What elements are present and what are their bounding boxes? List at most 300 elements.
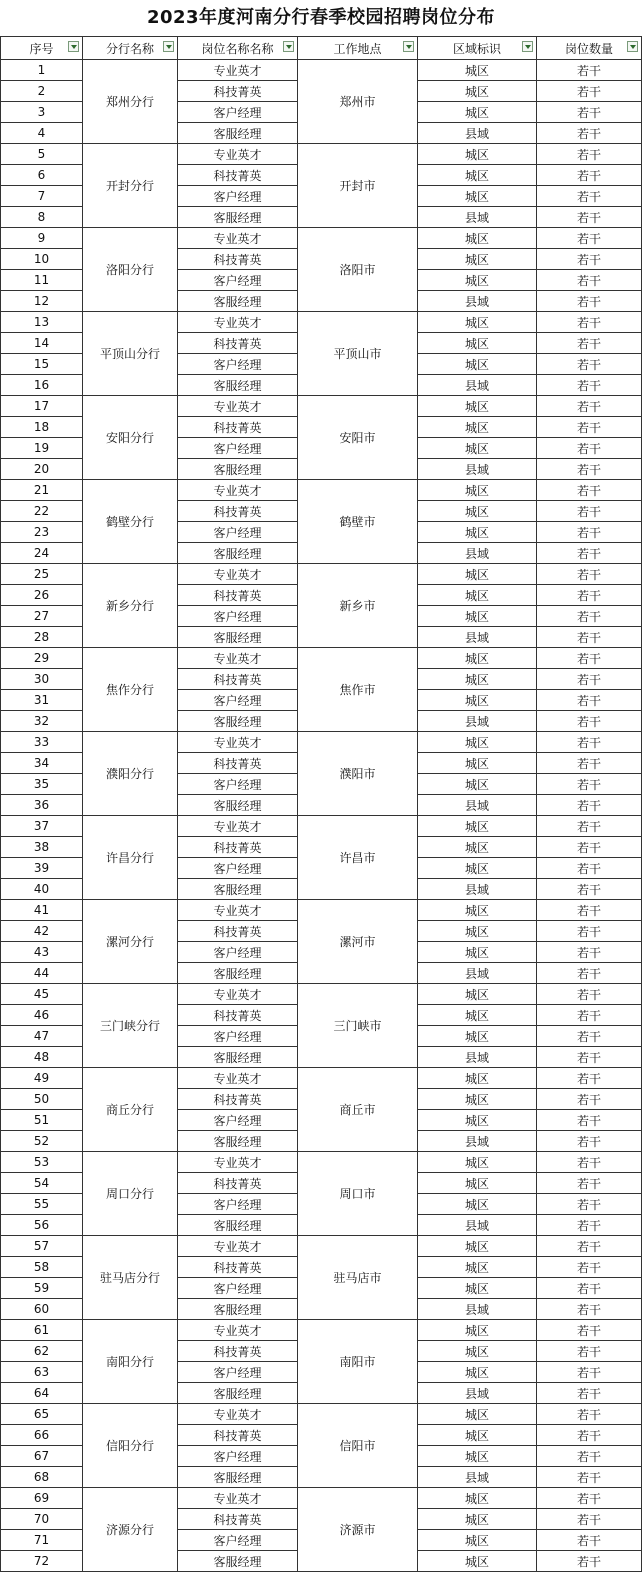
position-cell: 专业英才 — [178, 228, 298, 249]
row-index-cell: 63 — [1, 1362, 83, 1383]
row-index-cell: 47 — [1, 1026, 83, 1047]
branch-name-cell: 周口分行 — [83, 1152, 178, 1236]
column-header-label: 岗位名称名称 — [201, 41, 274, 56]
quantity-cell: 若干 — [537, 81, 642, 102]
area-cell: 城区 — [418, 984, 537, 1005]
quantity-cell: 若干 — [537, 207, 642, 228]
position-cell: 专业英才 — [178, 60, 298, 81]
row-index-cell: 54 — [1, 1173, 83, 1194]
branch-name-cell: 平顶山分行 — [83, 312, 178, 396]
area-cell: 城区 — [418, 312, 537, 333]
area-cell: 城区 — [418, 900, 537, 921]
position-cell: 客户经理 — [178, 690, 298, 711]
location-cell: 信阳市 — [298, 1404, 418, 1488]
quantity-cell: 若干 — [537, 669, 642, 690]
quantity-cell: 若干 — [537, 1152, 642, 1173]
row-index-cell: 15 — [1, 354, 83, 375]
position-cell: 专业英才 — [178, 1404, 298, 1425]
row-index-cell: 12 — [1, 291, 83, 312]
branch-name-cell: 新乡分行 — [83, 564, 178, 648]
position-cell: 客户经理 — [178, 186, 298, 207]
branch-name-cell: 商丘分行 — [83, 1068, 178, 1152]
filter-dropdown-icon[interactable] — [627, 41, 638, 52]
branch-name-cell: 洛阳分行 — [83, 228, 178, 312]
position-cell: 科技菁英 — [178, 921, 298, 942]
quantity-cell: 若干 — [537, 1215, 642, 1236]
quantity-cell: 若干 — [537, 1257, 642, 1278]
row-index-cell: 55 — [1, 1194, 83, 1215]
quantity-cell: 若干 — [537, 270, 642, 291]
area-cell: 县域 — [418, 1131, 537, 1152]
position-cell: 科技菁英 — [178, 1509, 298, 1530]
area-cell: 县域 — [418, 375, 537, 396]
header-row — [1, 37, 642, 60]
column-header-label: 工作地点 — [333, 41, 382, 56]
area-cell: 城区 — [418, 501, 537, 522]
quantity-cell: 若干 — [537, 522, 642, 543]
quantity-cell: 若干 — [537, 900, 642, 921]
row-index-cell: 60 — [1, 1299, 83, 1320]
position-cell: 客服经理 — [178, 711, 298, 732]
table-row — [1, 1488, 642, 1509]
filter-dropdown-icon[interactable] — [163, 41, 174, 52]
row-index-cell: 41 — [1, 900, 83, 921]
row-index-cell: 31 — [1, 690, 83, 711]
location-cell: 许昌市 — [298, 816, 418, 900]
position-cell: 专业英才 — [178, 1488, 298, 1509]
position-cell: 科技菁英 — [178, 837, 298, 858]
column-header-label: 区域标识 — [452, 41, 501, 56]
quantity-cell: 若干 — [537, 1425, 642, 1446]
quantity-cell: 若干 — [537, 732, 642, 753]
row-index-cell: 5 — [1, 144, 83, 165]
quantity-cell: 若干 — [537, 459, 642, 480]
area-cell: 城区 — [418, 753, 537, 774]
area-cell: 城区 — [418, 1257, 537, 1278]
recruitment-table — [0, 36, 642, 1572]
table-body — [1, 60, 642, 1572]
row-index-cell: 17 — [1, 396, 83, 417]
quantity-cell: 若干 — [537, 1341, 642, 1362]
quantity-cell: 若干 — [537, 1551, 642, 1572]
branch-name-cell: 漯河分行 — [83, 900, 178, 984]
area-cell: 城区 — [418, 480, 537, 501]
position-cell: 科技菁英 — [178, 669, 298, 690]
area-cell: 城区 — [418, 165, 537, 186]
column-header-location — [298, 37, 418, 60]
area-cell: 城区 — [418, 1446, 537, 1467]
row-index-cell: 37 — [1, 816, 83, 837]
position-cell: 客户经理 — [178, 1362, 298, 1383]
area-cell: 县域 — [418, 291, 537, 312]
area-cell: 城区 — [418, 585, 537, 606]
position-cell: 专业英才 — [178, 984, 298, 1005]
position-cell: 科技菁英 — [178, 1425, 298, 1446]
position-cell: 客户经理 — [178, 1026, 298, 1047]
area-cell: 城区 — [418, 606, 537, 627]
row-index-cell: 8 — [1, 207, 83, 228]
table-row — [1, 984, 642, 1005]
position-cell: 科技菁英 — [178, 249, 298, 270]
row-index-cell: 26 — [1, 585, 83, 606]
position-cell: 科技菁英 — [178, 1257, 298, 1278]
table-row — [1, 564, 642, 585]
position-cell: 客户经理 — [178, 1446, 298, 1467]
column-header-area — [418, 37, 537, 60]
quantity-cell: 若干 — [537, 690, 642, 711]
position-cell: 科技菁英 — [178, 501, 298, 522]
table-row — [1, 60, 642, 81]
quantity-cell: 若干 — [537, 1467, 642, 1488]
location-cell: 商丘市 — [298, 1068, 418, 1152]
table-row — [1, 816, 642, 837]
quantity-cell: 若干 — [537, 396, 642, 417]
row-index-cell: 40 — [1, 879, 83, 900]
quantity-cell: 若干 — [537, 1110, 642, 1131]
area-cell: 城区 — [418, 1488, 537, 1509]
area-cell: 城区 — [418, 228, 537, 249]
quantity-cell: 若干 — [537, 438, 642, 459]
row-index-cell: 52 — [1, 1131, 83, 1152]
quantity-cell: 若干 — [537, 1005, 642, 1026]
row-index-cell: 72 — [1, 1551, 83, 1572]
area-cell: 城区 — [418, 1362, 537, 1383]
position-cell: 专业英才 — [178, 900, 298, 921]
position-cell: 专业英才 — [178, 1152, 298, 1173]
position-cell: 专业英才 — [178, 480, 298, 501]
area-cell: 城区 — [418, 60, 537, 81]
area-cell: 城区 — [418, 669, 537, 690]
column-header-position — [178, 37, 298, 60]
position-cell: 客服经理 — [178, 1467, 298, 1488]
branch-name-cell: 济源分行 — [83, 1488, 178, 1572]
area-cell: 县域 — [418, 543, 537, 564]
area-cell: 城区 — [418, 438, 537, 459]
position-cell: 科技菁英 — [178, 1173, 298, 1194]
table-row — [1, 1068, 642, 1089]
area-cell: 城区 — [418, 732, 537, 753]
area-cell: 城区 — [418, 1509, 537, 1530]
row-index-cell: 62 — [1, 1341, 83, 1362]
position-cell: 客户经理 — [178, 522, 298, 543]
position-cell: 客户经理 — [178, 858, 298, 879]
area-cell: 县域 — [418, 879, 537, 900]
row-index-cell: 32 — [1, 711, 83, 732]
area-cell: 县域 — [418, 1047, 537, 1068]
position-cell: 专业英才 — [178, 396, 298, 417]
quantity-cell: 若干 — [537, 711, 642, 732]
position-cell: 客户经理 — [178, 774, 298, 795]
position-cell: 客户经理 — [178, 354, 298, 375]
table-row — [1, 732, 642, 753]
area-cell: 城区 — [418, 858, 537, 879]
row-index-cell: 24 — [1, 543, 83, 564]
row-index-cell: 65 — [1, 1404, 83, 1425]
position-cell: 客户经理 — [178, 270, 298, 291]
quantity-cell: 若干 — [537, 144, 642, 165]
location-cell: 南阳市 — [298, 1320, 418, 1404]
branch-name-cell: 焦作分行 — [83, 648, 178, 732]
location-cell: 新乡市 — [298, 564, 418, 648]
row-index-cell: 64 — [1, 1383, 83, 1404]
row-index-cell: 56 — [1, 1215, 83, 1236]
table-row — [1, 228, 642, 249]
position-cell: 客服经理 — [178, 1299, 298, 1320]
area-cell: 城区 — [418, 837, 537, 858]
position-cell: 客服经理 — [178, 1551, 298, 1572]
table-row — [1, 1404, 642, 1425]
location-cell: 三门峡市 — [298, 984, 418, 1068]
quantity-cell: 若干 — [537, 1446, 642, 1467]
area-cell: 城区 — [418, 1530, 537, 1551]
position-cell: 专业英才 — [178, 1320, 298, 1341]
position-cell: 专业英才 — [178, 144, 298, 165]
location-cell: 漯河市 — [298, 900, 418, 984]
area-cell: 城区 — [418, 774, 537, 795]
position-cell: 客服经理 — [178, 1215, 298, 1236]
position-cell: 客户经理 — [178, 1194, 298, 1215]
row-index-cell: 28 — [1, 627, 83, 648]
position-cell: 专业英才 — [178, 648, 298, 669]
position-cell: 客户经理 — [178, 1110, 298, 1131]
table-row — [1, 1320, 642, 1341]
quantity-cell: 若干 — [537, 1530, 642, 1551]
quantity-cell: 若干 — [537, 291, 642, 312]
area-cell: 城区 — [418, 1341, 537, 1362]
area-cell: 县域 — [418, 459, 537, 480]
area-cell: 城区 — [418, 1089, 537, 1110]
quantity-cell: 若干 — [537, 417, 642, 438]
row-index-cell: 25 — [1, 564, 83, 585]
table-row — [1, 312, 642, 333]
quantity-cell: 若干 — [537, 480, 642, 501]
area-cell: 城区 — [418, 921, 537, 942]
quantity-cell: 若干 — [537, 774, 642, 795]
row-index-cell: 67 — [1, 1446, 83, 1467]
position-cell: 客户经理 — [178, 102, 298, 123]
row-index-cell: 4 — [1, 123, 83, 144]
row-index-cell: 7 — [1, 186, 83, 207]
quantity-cell: 若干 — [537, 186, 642, 207]
location-cell: 周口市 — [298, 1152, 418, 1236]
area-cell: 城区 — [418, 1026, 537, 1047]
position-cell: 客服经理 — [178, 1047, 298, 1068]
row-index-cell: 38 — [1, 837, 83, 858]
position-cell: 专业英才 — [178, 732, 298, 753]
area-cell: 城区 — [418, 648, 537, 669]
quantity-cell: 若干 — [537, 795, 642, 816]
area-cell: 城区 — [418, 1320, 537, 1341]
area-cell: 城区 — [418, 942, 537, 963]
row-index-cell: 34 — [1, 753, 83, 774]
quantity-cell: 若干 — [537, 606, 642, 627]
row-index-cell: 36 — [1, 795, 83, 816]
quantity-cell: 若干 — [537, 1194, 642, 1215]
area-cell: 城区 — [418, 1551, 537, 1572]
quantity-cell: 若干 — [537, 627, 642, 648]
row-index-cell: 48 — [1, 1047, 83, 1068]
quantity-cell: 若干 — [537, 1047, 642, 1068]
row-index-cell: 13 — [1, 312, 83, 333]
page-title: 2023年度河南分行春季校园招聘岗位分布 — [146, 7, 496, 28]
row-index-cell: 20 — [1, 459, 83, 480]
area-cell: 城区 — [418, 333, 537, 354]
location-cell: 平顶山市 — [298, 312, 418, 396]
area-cell: 城区 — [418, 186, 537, 207]
position-cell: 客服经理 — [178, 879, 298, 900]
row-index-cell: 59 — [1, 1278, 83, 1299]
quantity-cell: 若干 — [537, 249, 642, 270]
quantity-cell: 若干 — [537, 1236, 642, 1257]
quantity-cell: 若干 — [537, 354, 642, 375]
row-index-cell: 14 — [1, 333, 83, 354]
quantity-cell: 若干 — [537, 312, 642, 333]
area-cell: 县域 — [418, 711, 537, 732]
position-cell: 客服经理 — [178, 123, 298, 144]
quantity-cell: 若干 — [537, 228, 642, 249]
quantity-cell: 若干 — [537, 501, 642, 522]
quantity-cell: 若干 — [537, 165, 642, 186]
row-index-cell: 16 — [1, 375, 83, 396]
quantity-cell: 若干 — [537, 816, 642, 837]
area-cell: 城区 — [418, 816, 537, 837]
position-cell: 客服经理 — [178, 627, 298, 648]
area-cell: 城区 — [418, 417, 537, 438]
quantity-cell: 若干 — [537, 879, 642, 900]
quantity-cell: 若干 — [537, 753, 642, 774]
position-cell: 专业英才 — [178, 1068, 298, 1089]
location-cell: 鹤壁市 — [298, 480, 418, 564]
quantity-cell: 若干 — [537, 60, 642, 81]
quantity-cell: 若干 — [537, 984, 642, 1005]
area-cell: 城区 — [418, 522, 537, 543]
branch-name-cell: 南阳分行 — [83, 1320, 178, 1404]
quantity-cell: 若干 — [537, 1068, 642, 1089]
position-cell: 专业英才 — [178, 312, 298, 333]
position-cell: 科技菁英 — [178, 333, 298, 354]
location-cell: 郑州市 — [298, 60, 418, 144]
row-index-cell: 46 — [1, 1005, 83, 1026]
column-header-label: 分行名称 — [105, 41, 154, 56]
area-cell: 城区 — [418, 249, 537, 270]
quantity-cell: 若干 — [537, 123, 642, 144]
quantity-cell: 若干 — [537, 102, 642, 123]
row-index-cell: 49 — [1, 1068, 83, 1089]
row-index-cell: 2 — [1, 81, 83, 102]
branch-name-cell: 信阳分行 — [83, 1404, 178, 1488]
row-index-cell: 68 — [1, 1467, 83, 1488]
row-index-cell: 50 — [1, 1089, 83, 1110]
row-index-cell: 69 — [1, 1488, 83, 1509]
quantity-cell: 若干 — [537, 585, 642, 606]
row-index-cell: 27 — [1, 606, 83, 627]
location-cell: 济源市 — [298, 1488, 418, 1572]
area-cell: 县域 — [418, 1299, 537, 1320]
area-cell: 城区 — [418, 1194, 537, 1215]
row-index-cell: 35 — [1, 774, 83, 795]
area-cell: 城区 — [418, 270, 537, 291]
position-cell: 客服经理 — [178, 795, 298, 816]
area-cell: 城区 — [418, 1236, 537, 1257]
position-cell: 科技菁英 — [178, 165, 298, 186]
branch-name-cell: 安阳分行 — [83, 396, 178, 480]
position-cell: 专业英才 — [178, 564, 298, 585]
area-cell: 城区 — [418, 81, 537, 102]
row-index-cell: 66 — [1, 1425, 83, 1446]
quantity-cell: 若干 — [537, 648, 642, 669]
position-cell: 科技菁英 — [178, 585, 298, 606]
location-cell: 安阳市 — [298, 396, 418, 480]
filter-dropdown-icon[interactable] — [68, 41, 79, 52]
position-cell: 客服经理 — [178, 291, 298, 312]
row-index-cell: 9 — [1, 228, 83, 249]
area-cell: 城区 — [418, 1068, 537, 1089]
quantity-cell: 若干 — [537, 375, 642, 396]
location-cell: 驻马店市 — [298, 1236, 418, 1320]
position-cell: 专业英才 — [178, 816, 298, 837]
position-cell: 客服经理 — [178, 963, 298, 984]
row-index-cell: 44 — [1, 963, 83, 984]
row-index-cell: 57 — [1, 1236, 83, 1257]
position-cell: 客服经理 — [178, 459, 298, 480]
location-cell: 濮阳市 — [298, 732, 418, 816]
area-cell: 县域 — [418, 963, 537, 984]
row-index-cell: 70 — [1, 1509, 83, 1530]
branch-name-cell: 开封分行 — [83, 144, 178, 228]
area-cell: 城区 — [418, 1173, 537, 1194]
quantity-cell: 若干 — [537, 543, 642, 564]
row-index-cell: 51 — [1, 1110, 83, 1131]
area-cell: 城区 — [418, 690, 537, 711]
area-cell: 城区 — [418, 1005, 537, 1026]
filter-dropdown-icon[interactable] — [522, 41, 533, 52]
row-index-cell: 11 — [1, 270, 83, 291]
area-cell: 县域 — [418, 123, 537, 144]
table-row — [1, 480, 642, 501]
branch-name-cell: 鹤壁分行 — [83, 480, 178, 564]
position-cell: 客户经理 — [178, 606, 298, 627]
quantity-cell: 若干 — [537, 564, 642, 585]
position-cell: 客服经理 — [178, 375, 298, 396]
row-index-cell: 58 — [1, 1257, 83, 1278]
row-index-cell: 22 — [1, 501, 83, 522]
area-cell: 县域 — [418, 1383, 537, 1404]
area-cell: 县域 — [418, 627, 537, 648]
branch-name-cell: 三门峡分行 — [83, 984, 178, 1068]
column-header-branch — [83, 37, 178, 60]
quantity-cell: 若干 — [537, 1299, 642, 1320]
filter-dropdown-icon[interactable] — [283, 41, 294, 52]
row-index-cell: 21 — [1, 480, 83, 501]
quantity-cell: 若干 — [537, 1509, 642, 1530]
position-cell: 科技菁英 — [178, 1089, 298, 1110]
area-cell: 城区 — [418, 144, 537, 165]
quantity-cell: 若干 — [537, 1362, 642, 1383]
row-index-cell: 33 — [1, 732, 83, 753]
branch-name-cell: 许昌分行 — [83, 816, 178, 900]
area-cell: 县域 — [418, 207, 537, 228]
table-row — [1, 900, 642, 921]
row-index-cell: 23 — [1, 522, 83, 543]
area-cell: 县域 — [418, 1215, 537, 1236]
position-cell: 客服经理 — [178, 543, 298, 564]
row-index-cell: 10 — [1, 249, 83, 270]
filter-dropdown-icon[interactable] — [403, 41, 414, 52]
quantity-cell: 若干 — [537, 1278, 642, 1299]
branch-name-cell: 濮阳分行 — [83, 732, 178, 816]
row-index-cell: 30 — [1, 669, 83, 690]
position-cell: 科技菁英 — [178, 753, 298, 774]
